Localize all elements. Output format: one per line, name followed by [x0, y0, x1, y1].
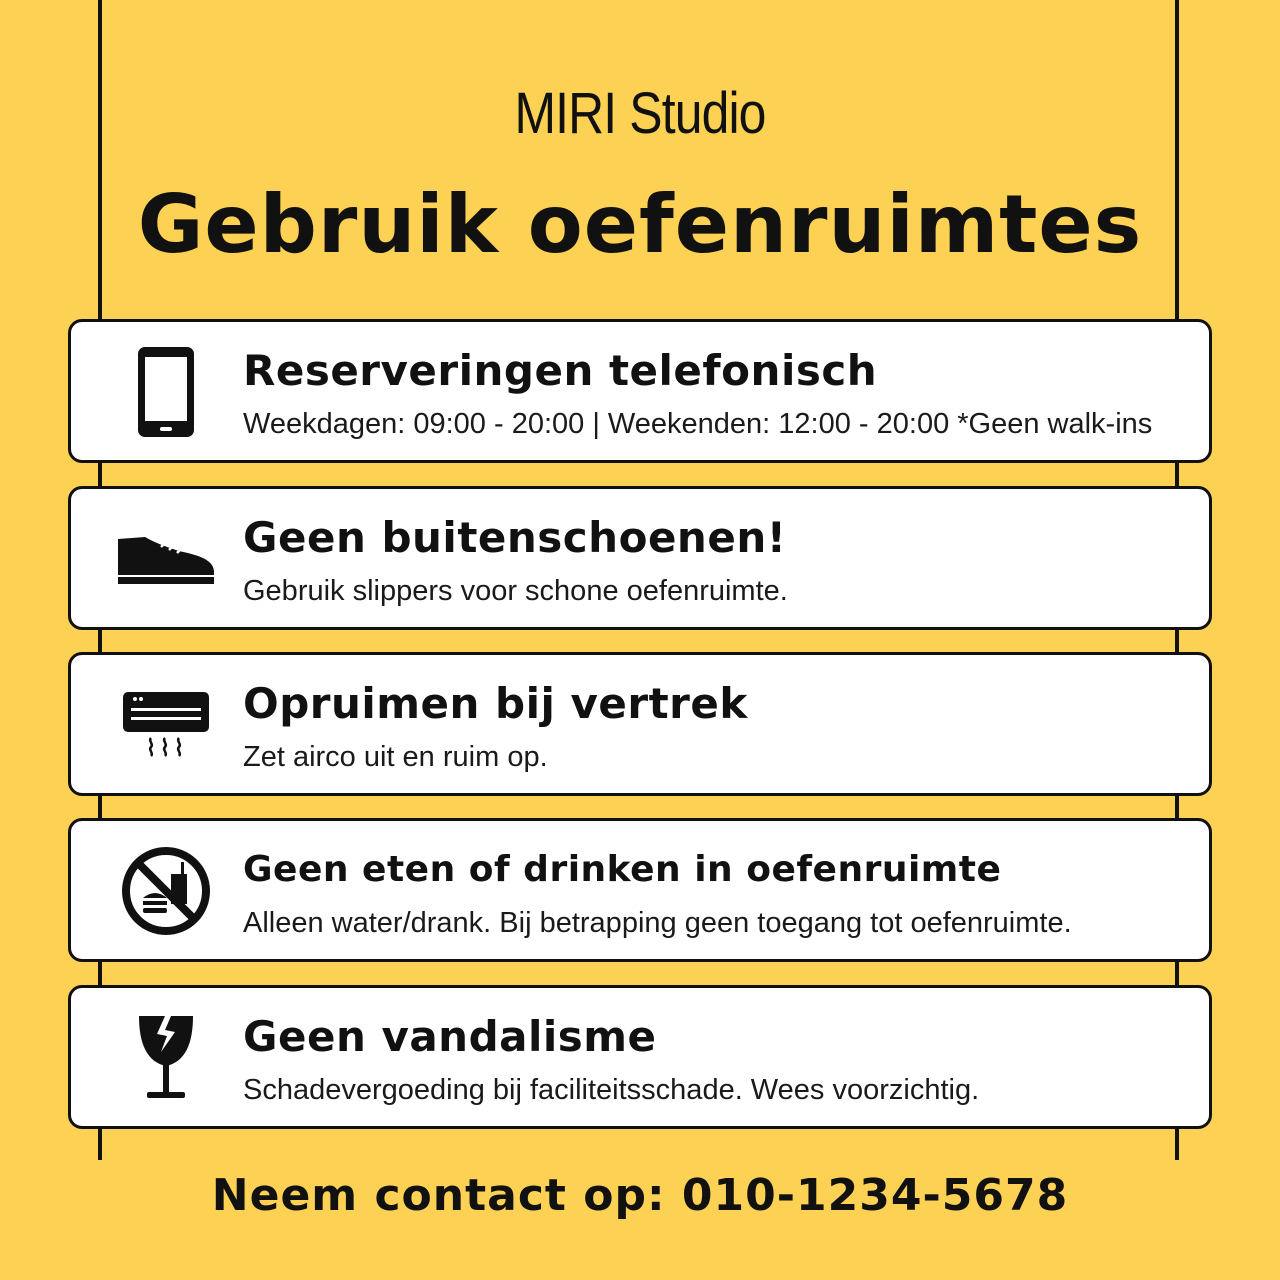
rule-description: Zet airco uit en ruim op.	[243, 741, 548, 773]
rule-card-cleanup	[68, 652, 1212, 796]
rule-description: Weekdagen: 09:00 - 20:00 | Weekenden: 12:00 - 20:00 *Geen walk-ins	[243, 408, 1153, 440]
broken-glass-icon	[111, 1010, 221, 1106]
rule-heading: Reserveringen telefonisch	[243, 346, 878, 395]
studio-name: MIRI Studio	[514, 81, 766, 146]
rule-description: Alleen water/drank. Bij betrapping geen toegang tot oefenruimte.	[243, 907, 1072, 939]
shoe-icon	[111, 511, 221, 607]
rule-heading: Geen vandalisme	[243, 1012, 657, 1061]
rule-card-reservations	[68, 319, 1212, 463]
rule-description: Gebruik slippers voor schone oefenruimte.	[243, 575, 788, 607]
rule-heading: Opruimen bij vertrek	[243, 679, 748, 728]
no-food-drink-icon	[111, 843, 221, 939]
page-title: Gebruik oefenruimtes	[137, 178, 1143, 271]
rule-description: Schadevergoeding bij faciliteitsschade. Wees voorzichtig.	[243, 1074, 980, 1106]
rule-heading: Geen buitenschoenen!	[243, 513, 787, 562]
rule-card-no-food	[68, 818, 1212, 962]
phone-icon	[111, 344, 221, 440]
rule-card-no-vandalism	[68, 985, 1212, 1129]
rule-heading: Geen eten of drinken in oefenruimte	[243, 849, 1002, 890]
air-conditioner-icon	[111, 677, 221, 773]
contact-phone: Neem contact op: 010-1234-5678	[211, 1170, 1069, 1221]
rule-card-no-shoes	[68, 486, 1212, 630]
